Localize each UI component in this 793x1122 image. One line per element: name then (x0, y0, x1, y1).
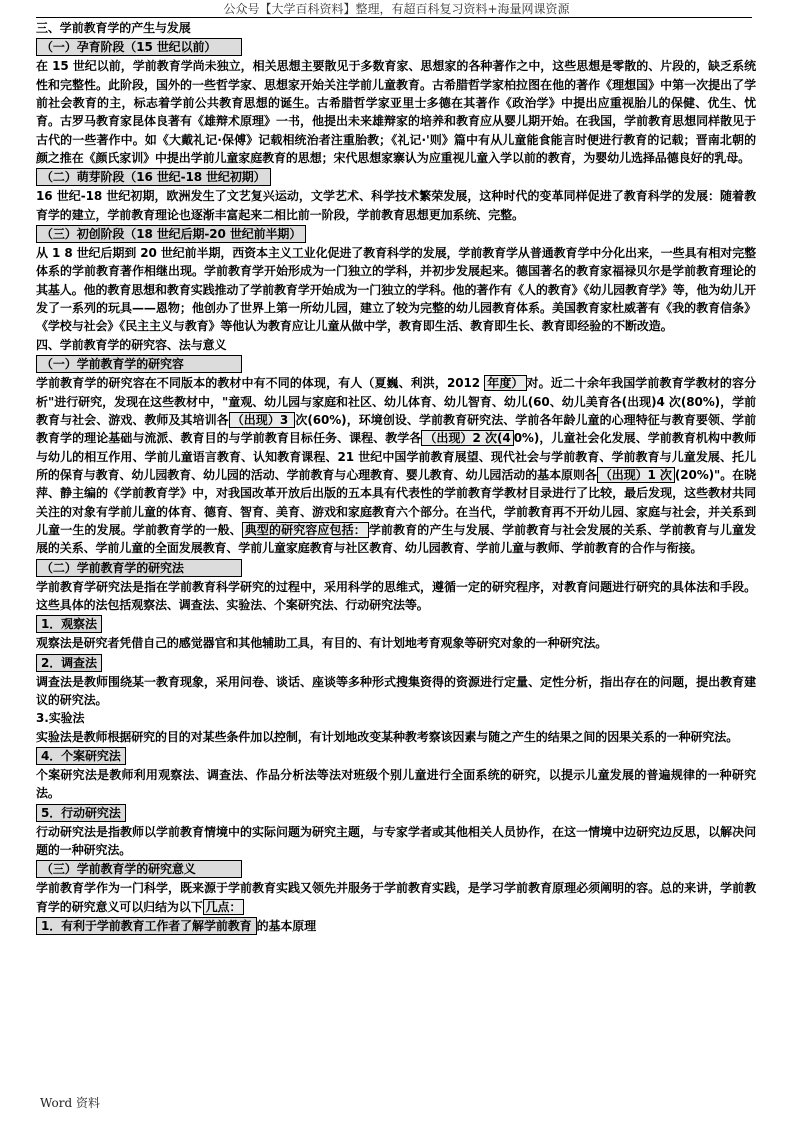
header-rule (36, 17, 752, 18)
page-footer: Word 资料 (40, 1096, 100, 1110)
topic-1-title: （一）学前教育学的研究容 (36, 355, 242, 373)
subsection-2-body: 16 世纪-18 世纪初期，欧洲发生了文艺复兴运动，文学艺术、科学技术繁荣发展，这种时代的变革同样促进了教育科学的发展：随着教育学的建立，学前教育理论也逐渐丰富起来二相比前一阶段，学前教育思想更加系统、完整。 (36, 189, 756, 222)
topic-1-highlight-1: （出现）1 次 (597, 467, 675, 483)
topic-1-text-d: 0%)，儿童社会化发展、学前教育机构中教师与幼儿的相互作用、学前儿童语言教育、认知教育课程、21 世纪中国学前教育展望、现代社会与学前教育、学前教育与儿童发展、托儿所的保育与教育、幼儿园教育、幼儿园的活动、学前教育与心理教育、婴儿教育、幼儿园活动的基本原则各 (36, 431, 757, 482)
topic-3-highlight: 几点： (203, 899, 245, 915)
topic-2-body: 学前教育学研究法是指在学前教育科学研究的过程中，采用科学的思维式，遵循一定的研究程序，对教育问题进行研究的具体法和手段。这些具体的法包括观察法、调查法、实验法、个案研究法、行动研究法等。 (36, 579, 756, 612)
topic-2-title: （二）学前教育学的研究法 (36, 559, 242, 577)
topic-1-highlight-year: 年度） (484, 375, 526, 391)
page-header: 公众号【大学百科资料】整理，有超百科复习资料+海量网课资源 (223, 2, 570, 16)
topic-3-text: 学前教育学作为一门科学，既来源于学前教育实践又领先并服务于学前教育实践，是学习学前教育原理必须阐明的容。总的来讲，学前教育学的研究意义可以归结为以下 (36, 881, 756, 914)
method-4-title: 4．个案研究法 (36, 747, 126, 765)
method-5-title: 5．行动研究法 (36, 804, 126, 822)
benefit-1-title: 1．有利于学前教育工作者了解学前教育 (36, 917, 257, 935)
document-body (36, 19, 756, 936)
section-3-title: 三、学前教育学的产生与发展 (36, 21, 191, 35)
topic-1-text-e: (20%)"。在晓萍、静主编的《学前教育学》中，对我国改革开放后出版的五本具有代表性的学前教育学教材目录进行了比较，最后发现，这些教材共同关注的对象有学前儿童的体育、德育、智育、美育、游戏和家庭教育六个部分。在当代，学前教育再不开幼儿园、家庭与社会，并关系到儿童一生的发展。学前教育学的一般、 (36, 467, 757, 537)
topic-1-highlight-3: （出现）3 (229, 412, 296, 428)
method-3-title: 3.实验法 (36, 711, 85, 726)
topic-3-title: （三）学前教育学的研究意义 (36, 860, 242, 878)
topic-3-body (36, 879, 756, 916)
subsection-3-body: 从 1 8 世纪后期到 20 世纪前半期，西资本主义工业化促进了教育科学的发展，学前教育学从普通教育学中分化出来，一些具有相对完整体系的学前教育著作相继出现。学前教育学开始形成为一门独立的学科，并初步发展起来。德国著名的教育家福禄贝尔是学前教育理论的其基人。他的教育思想和教育实践推动了学前教育学开始成为一门独立的学科。他的著作有《人的教育》《幼儿园教育学》等，他为幼儿开发了一系列的玩具——恩物；他创办了世界上第一所幼儿园，建立了较为完整的幼儿园教育体系。美国教育家杜威著有《我的教育信条》《学校与社会》《民主主义与教育》等他认为教育应让儿童从做中学，教育即生活、教育即生长、教育即经验的不断改造。 (36, 246, 756, 334)
method-2-title: 2．调查法 (36, 654, 102, 672)
topic-1-highlight-2: （出现）2 次(4 (421, 430, 513, 446)
method-1-title: 1．观察法 (36, 615, 102, 633)
method-4-body: 个案研究法是教师利用观察法、调查法、作品分析法等法对班级个别儿童进行全面系统的研究，以提示儿童发展的普遍规律的一种研究法。 (36, 768, 756, 801)
subsection-2-title: （二）萌芽阶段（16 世纪-18 世纪初期） (36, 168, 271, 186)
subsection-3-title: （三）初创阶段（18 世纪后期-20 世纪前半期） (36, 225, 306, 243)
method-3-body: 实验法是教师根据研究的目的对某些条件加以控制，有计划地改变某种教考察该因素与随之产生的结果之间的因果关系的一种研究法。 (36, 729, 739, 744)
topic-1-highlight-typical: 典型的研究容应包括： (242, 522, 369, 538)
subsection-1-title: （一）孕育阶段（15 世纪以前） (36, 38, 242, 56)
method-5-body: 行动研究法是指教师以学前教育情境中的实际问题为研究主题，与专家学者或其他相关人员协作，在这一情境中边研究边反思，以解决问题的一种研究法。 (36, 824, 756, 858)
topic-1-text-f: 学前教育的产生与发展、学前教育与社会发展的关系、学前教育与儿童发展的关系、学前儿童的全面发展教育、学前儿童家庭教育与社区教育、幼儿园教育、学前儿童与教师、学前教育的合作与衔接。 (36, 522, 756, 556)
section-4-title: 四、学前教育学的研究容、法与意义 (36, 337, 227, 352)
topic-1-text-a: 学前教育学的研究容在不同版本的教材中有不同的体现，有人（夏巍、利洪，2012 (36, 376, 485, 391)
topic-1-text-c: 次(60%)，环境创设、学前教育研究法、学前各年龄儿童的心理特征与教育要领、学前教育学的理论基础与流派、教育目的与学前教育目标任务、课程、教学各 (36, 412, 756, 446)
topic-1-body (36, 374, 756, 557)
method-1-body: 观察法是研究者凭借自己的感觉器官和其他辅助工具，有目的、有计划地考育观象等研究对象的一种研究法。 (36, 636, 608, 651)
topic-1-text-b: 对。近二十余年我国学前教育学教材的容分析"进行研究，发现在这些教材中，"童观、幼儿园与家庭和社区、幼儿体育、幼儿智育、幼儿(60、幼儿美育各(出现)4 次(80%)，学前教育与社会、游戏、教师及其培训各 (36, 376, 756, 427)
subsection-1-body: 在 15 世纪以前，学前教育学尚未独立，相关思想主要散见于多数育家、思想家的各种著作之中，这些思想是零散的、片段的，缺乏系统性和完整性。此阶段，国外的一些哲学家、思想家开始关注学前儿童教育。古希腊哲学家柏拉图在他的著作《理想国》中第一次提出了学前社会教育的主，标志着学前公共教育思想的诞生。古希腊哲学家亚里士多德在其著作《政治学》中提出应重视胎儿的保健、优生、忧育。古罗马教育家昆体良著有《雄辩术原理》一书，他提出未来雄辩家的培养和教育应从婴儿期开始。在我国，学前教育思想同样散见于古代的一些著作中。如《大戴礼记·保傅》记载相统治者注重胎教；《礼记·'则》篇中有从儿童能食能言时便进行教育的记载；晋南北朝的颜之推在《颜氏家训》中提出学前儿童家庭教育的思想；宋代思想家寨认为应重视儿童入学以前的教育，为婴幼儿选择品德良好的乳母。 (36, 59, 756, 166)
method-2-body: 调查法是教师围绕某一教育现象，采用问卷、谈话、座谈等多种形式搜集资得的资源进行定量、定性分析，指出存在的问题，提出教育建议的研究法。 (36, 674, 756, 707)
benefit-1-tail: 的基本原理 (256, 919, 317, 934)
